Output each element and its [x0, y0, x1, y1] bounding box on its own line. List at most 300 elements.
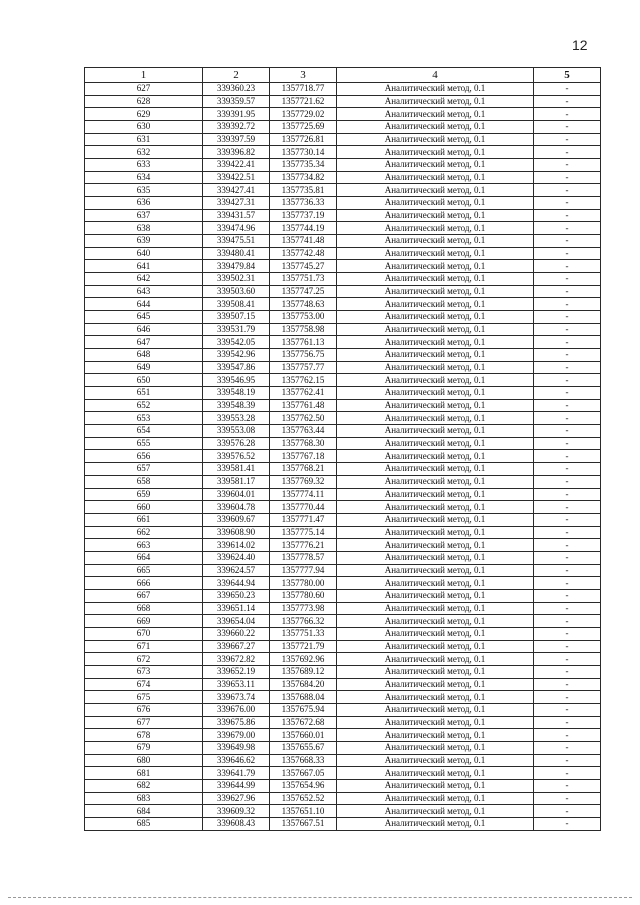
note-cell: - [534, 564, 601, 577]
bottom-divider [8, 897, 632, 898]
x-coordinate-cell: 339672.82 [203, 653, 270, 666]
method-cell: Аналитический метод, 0.1 [337, 817, 534, 830]
x-coordinate-cell: 339503.60 [203, 285, 270, 298]
x-coordinate-cell: 339624.40 [203, 551, 270, 564]
x-coordinate-cell: 339422.51 [203, 171, 270, 184]
x-coordinate-cell: 339646.62 [203, 754, 270, 767]
method-cell: Аналитический метод, 0.1 [337, 247, 534, 260]
y-coordinate-cell: 1357751.73 [270, 273, 337, 286]
x-coordinate-cell: 339576.28 [203, 437, 270, 450]
point-number-cell: 652 [85, 399, 203, 412]
method-cell: Аналитический метод, 0.1 [337, 716, 534, 729]
table-row [85, 602, 601, 615]
table-row [85, 222, 601, 235]
note-cell: - [534, 399, 601, 412]
note-cell: - [534, 273, 601, 286]
note-cell: - [534, 779, 601, 792]
table-row [85, 501, 601, 514]
y-coordinate-cell: 1357744.19 [270, 222, 337, 235]
point-number-cell: 681 [85, 767, 203, 780]
table-row [85, 678, 601, 691]
point-number-cell: 651 [85, 387, 203, 400]
table-row [85, 209, 601, 222]
point-number-cell: 656 [85, 450, 203, 463]
y-coordinate-cell: 1357770.44 [270, 501, 337, 514]
x-coordinate-cell: 339391.95 [203, 108, 270, 121]
point-number-cell: 653 [85, 412, 203, 425]
table-row [85, 159, 601, 172]
note-cell: - [534, 425, 601, 438]
method-cell: Аналитический метод, 0.1 [337, 184, 534, 197]
table-row [85, 703, 601, 716]
note-cell: - [534, 184, 601, 197]
table-row [85, 146, 601, 159]
x-coordinate-cell: 339608.90 [203, 526, 270, 539]
note-cell: - [534, 792, 601, 805]
method-cell: Аналитический метод, 0.1 [337, 311, 534, 324]
y-coordinate-cell: 1357734.82 [270, 171, 337, 184]
note-cell: - [534, 437, 601, 450]
y-coordinate-cell: 1357652.52 [270, 792, 337, 805]
table-row [85, 387, 601, 400]
note-cell: - [534, 488, 601, 501]
point-number-cell: 676 [85, 703, 203, 716]
x-coordinate-cell: 339392.72 [203, 121, 270, 134]
method-cell: Аналитический метод, 0.1 [337, 615, 534, 628]
method-cell: Аналитический метод, 0.1 [337, 475, 534, 488]
x-coordinate-cell: 339667.27 [203, 640, 270, 653]
note-cell: - [534, 678, 601, 691]
y-coordinate-cell: 1357692.96 [270, 653, 337, 666]
y-coordinate-cell: 1357675.94 [270, 703, 337, 716]
method-cell: Аналитический метод, 0.1 [337, 589, 534, 602]
note-cell: - [534, 209, 601, 222]
x-coordinate-cell: 339474.96 [203, 222, 270, 235]
table-row [85, 767, 601, 780]
x-coordinate-cell: 339609.67 [203, 513, 270, 526]
method-cell: Аналитический метод, 0.1 [337, 539, 534, 552]
y-coordinate-cell: 1357758.98 [270, 323, 337, 336]
y-coordinate-cell: 1357763.44 [270, 425, 337, 438]
point-number-cell: 673 [85, 665, 203, 678]
x-coordinate-cell: 339604.78 [203, 501, 270, 514]
table-row [85, 374, 601, 387]
method-cell: Аналитический метод, 0.1 [337, 602, 534, 615]
x-coordinate-cell: 339644.99 [203, 779, 270, 792]
y-coordinate-cell: 1357655.67 [270, 741, 337, 754]
method-cell: Аналитический метод, 0.1 [337, 285, 534, 298]
method-cell: Аналитический метод, 0.1 [337, 412, 534, 425]
table-row [85, 539, 601, 552]
method-cell: Аналитический метод, 0.1 [337, 653, 534, 666]
point-number-cell: 680 [85, 754, 203, 767]
note-cell: - [534, 121, 601, 134]
y-coordinate-cell: 1357775.14 [270, 526, 337, 539]
method-cell: Аналитический метод, 0.1 [337, 146, 534, 159]
note-cell: - [534, 361, 601, 374]
y-coordinate-cell: 1357771.47 [270, 513, 337, 526]
y-coordinate-cell: 1357651.10 [270, 805, 337, 818]
note-cell: - [534, 589, 601, 602]
y-coordinate-cell: 1357777.94 [270, 564, 337, 577]
table-row [85, 475, 601, 488]
column-header-method: 4 [337, 68, 534, 83]
note-cell: - [534, 146, 601, 159]
table-row [85, 361, 601, 374]
x-coordinate-cell: 339660.22 [203, 627, 270, 640]
point-number-cell: 658 [85, 475, 203, 488]
table-row [85, 197, 601, 210]
table-row [85, 615, 601, 628]
method-cell: Аналитический метод, 0.1 [337, 260, 534, 273]
point-number-cell: 631 [85, 133, 203, 146]
y-coordinate-cell: 1357726.81 [270, 133, 337, 146]
method-cell: Аналитический метод, 0.1 [337, 235, 534, 248]
y-coordinate-cell: 1357762.15 [270, 374, 337, 387]
point-number-cell: 647 [85, 336, 203, 349]
y-coordinate-cell: 1357748.63 [270, 298, 337, 311]
y-coordinate-cell: 1357769.32 [270, 475, 337, 488]
table-row [85, 412, 601, 425]
point-number-cell: 672 [85, 653, 203, 666]
note-cell: - [534, 171, 601, 184]
table-row [85, 336, 601, 349]
note-cell: - [534, 83, 601, 96]
method-cell: Аналитический метод, 0.1 [337, 805, 534, 818]
x-coordinate-cell: 339653.11 [203, 678, 270, 691]
method-cell: Аналитический метод, 0.1 [337, 767, 534, 780]
note-cell: - [534, 627, 601, 640]
point-number-cell: 636 [85, 197, 203, 210]
note-cell: - [534, 665, 601, 678]
note-cell: - [534, 95, 601, 108]
table-row [85, 653, 601, 666]
note-cell: - [534, 349, 601, 362]
x-coordinate-cell: 339641.79 [203, 767, 270, 780]
y-coordinate-cell: 1357729.02 [270, 108, 337, 121]
note-cell: - [534, 222, 601, 235]
table-row [85, 513, 601, 526]
table-row [85, 450, 601, 463]
note-cell: - [534, 247, 601, 260]
column-header-y: 3 [270, 68, 337, 83]
point-number-cell: 666 [85, 577, 203, 590]
y-coordinate-cell: 1357762.41 [270, 387, 337, 400]
x-coordinate-cell: 339676.00 [203, 703, 270, 716]
note-cell: - [534, 197, 601, 210]
y-coordinate-cell: 1357778.57 [270, 551, 337, 564]
note-cell: - [534, 615, 601, 628]
table-row [85, 133, 601, 146]
note-cell: - [534, 539, 601, 552]
note-cell: - [534, 653, 601, 666]
point-number-cell: 648 [85, 349, 203, 362]
point-number-cell: 654 [85, 425, 203, 438]
method-cell: Аналитический метод, 0.1 [337, 374, 534, 387]
x-coordinate-cell: 339542.05 [203, 336, 270, 349]
y-coordinate-cell: 1357768.30 [270, 437, 337, 450]
note-cell: - [534, 754, 601, 767]
y-coordinate-cell: 1357742.48 [270, 247, 337, 260]
table-row [85, 716, 601, 729]
table-row [85, 298, 601, 311]
x-coordinate-cell: 339673.74 [203, 691, 270, 704]
method-cell: Аналитический метод, 0.1 [337, 501, 534, 514]
note-cell: - [534, 475, 601, 488]
table-row [85, 589, 601, 602]
y-coordinate-cell: 1357745.27 [270, 260, 337, 273]
y-coordinate-cell: 1357780.60 [270, 589, 337, 602]
column-header-x: 2 [203, 68, 270, 83]
point-number-cell: 632 [85, 146, 203, 159]
table-row [85, 323, 601, 336]
point-number-cell: 670 [85, 627, 203, 640]
method-cell: Аналитический метод, 0.1 [337, 425, 534, 438]
x-coordinate-cell: 339548.39 [203, 399, 270, 412]
point-number-cell: 665 [85, 564, 203, 577]
note-cell: - [534, 741, 601, 754]
y-coordinate-cell: 1357780.00 [270, 577, 337, 590]
note-cell: - [534, 108, 601, 121]
table-row [85, 463, 601, 476]
table-row [85, 792, 601, 805]
method-cell: Аналитический метод, 0.1 [337, 159, 534, 172]
point-number-cell: 643 [85, 285, 203, 298]
x-coordinate-cell: 339475.51 [203, 235, 270, 248]
method-cell: Аналитический метод, 0.1 [337, 209, 534, 222]
x-coordinate-cell: 339397.59 [203, 133, 270, 146]
y-coordinate-cell: 1357766.32 [270, 615, 337, 628]
point-number-cell: 660 [85, 501, 203, 514]
note-cell: - [534, 159, 601, 172]
table-row [85, 399, 601, 412]
y-coordinate-cell: 1357768.21 [270, 463, 337, 476]
column-header-point: 1 [85, 68, 203, 83]
y-coordinate-cell: 1357688.04 [270, 691, 337, 704]
method-cell: Аналитический метод, 0.1 [337, 463, 534, 476]
y-coordinate-cell: 1357736.33 [270, 197, 337, 210]
point-number-cell: 640 [85, 247, 203, 260]
note-cell: - [534, 285, 601, 298]
x-coordinate-cell: 339651.14 [203, 602, 270, 615]
note-cell: - [534, 602, 601, 615]
method-cell: Аналитический метод, 0.1 [337, 83, 534, 96]
y-coordinate-cell: 1357756.75 [270, 349, 337, 362]
x-coordinate-cell: 339608.43 [203, 817, 270, 830]
y-coordinate-cell: 1357774.11 [270, 488, 337, 501]
x-coordinate-cell: 339576.52 [203, 450, 270, 463]
point-number-cell: 650 [85, 374, 203, 387]
point-number-cell: 671 [85, 640, 203, 653]
table-row [85, 311, 601, 324]
point-number-cell: 655 [85, 437, 203, 450]
x-coordinate-cell: 339679.00 [203, 729, 270, 742]
point-number-cell: 678 [85, 729, 203, 742]
method-cell: Аналитический метод, 0.1 [337, 171, 534, 184]
y-coordinate-cell: 1357721.62 [270, 95, 337, 108]
note-cell: - [534, 691, 601, 704]
x-coordinate-cell: 339360.23 [203, 83, 270, 96]
note-cell: - [534, 526, 601, 539]
x-coordinate-cell: 339507.15 [203, 311, 270, 324]
point-number-cell: 657 [85, 463, 203, 476]
method-cell: Аналитический метод, 0.1 [337, 488, 534, 501]
y-coordinate-cell: 1357776.21 [270, 539, 337, 552]
method-cell: Аналитический метод, 0.1 [337, 564, 534, 577]
note-cell: - [534, 463, 601, 476]
method-cell: Аналитический метод, 0.1 [337, 526, 534, 539]
note-cell: - [534, 577, 601, 590]
method-cell: Аналитический метод, 0.1 [337, 703, 534, 716]
table-row [85, 247, 601, 260]
x-coordinate-cell: 339644.94 [203, 577, 270, 590]
table-header [85, 68, 601, 83]
table-row [85, 349, 601, 362]
method-cell: Аналитический метод, 0.1 [337, 336, 534, 349]
note-cell: - [534, 716, 601, 729]
point-number-cell: 668 [85, 602, 203, 615]
point-number-cell: 669 [85, 615, 203, 628]
y-coordinate-cell: 1357751.33 [270, 627, 337, 640]
point-number-cell: 641 [85, 260, 203, 273]
table-row [85, 260, 601, 273]
method-cell: Аналитический метод, 0.1 [337, 754, 534, 767]
note-cell: - [534, 805, 601, 818]
note-cell: - [534, 412, 601, 425]
point-number-cell: 667 [85, 589, 203, 602]
method-cell: Аналитический метод, 0.1 [337, 298, 534, 311]
point-number-cell: 683 [85, 792, 203, 805]
point-number-cell: 635 [85, 184, 203, 197]
table-row [85, 526, 601, 539]
table-row [85, 235, 601, 248]
x-coordinate-cell: 339396.82 [203, 146, 270, 159]
point-number-cell: 661 [85, 513, 203, 526]
x-coordinate-cell: 339480.41 [203, 247, 270, 260]
table-row [85, 779, 601, 792]
table-row [85, 425, 601, 438]
method-cell: Аналитический метод, 0.1 [337, 513, 534, 526]
point-number-cell: 637 [85, 209, 203, 222]
x-coordinate-cell: 339675.86 [203, 716, 270, 729]
x-coordinate-cell: 339479.84 [203, 260, 270, 273]
table-row [85, 729, 601, 742]
x-coordinate-cell: 339624.57 [203, 564, 270, 577]
y-coordinate-cell: 1357741.48 [270, 235, 337, 248]
method-cell: Аналитический метод, 0.1 [337, 691, 534, 704]
table-row [85, 817, 601, 830]
y-coordinate-cell: 1357757.77 [270, 361, 337, 374]
table-row [85, 488, 601, 501]
y-coordinate-cell: 1357668.33 [270, 754, 337, 767]
x-coordinate-cell: 339422.41 [203, 159, 270, 172]
x-coordinate-cell: 339581.41 [203, 463, 270, 476]
y-coordinate-cell: 1357660.01 [270, 729, 337, 742]
point-number-cell: 649 [85, 361, 203, 374]
point-number-cell: 662 [85, 526, 203, 539]
note-cell: - [534, 323, 601, 336]
table-row [85, 627, 601, 640]
method-cell: Аналитический метод, 0.1 [337, 323, 534, 336]
x-coordinate-cell: 339427.41 [203, 184, 270, 197]
y-coordinate-cell: 1357767.18 [270, 450, 337, 463]
table-row [85, 805, 601, 818]
method-cell: Аналитический метод, 0.1 [337, 121, 534, 134]
method-cell: Аналитический метод, 0.1 [337, 792, 534, 805]
y-coordinate-cell: 1357730.14 [270, 146, 337, 159]
x-coordinate-cell: 339553.28 [203, 412, 270, 425]
x-coordinate-cell: 339614.02 [203, 539, 270, 552]
method-cell: Аналитический метод, 0.1 [337, 108, 534, 121]
note-cell: - [534, 640, 601, 653]
x-coordinate-cell: 339427.31 [203, 197, 270, 210]
note-cell: - [534, 513, 601, 526]
note-cell: - [534, 133, 601, 146]
y-coordinate-cell: 1357735.81 [270, 184, 337, 197]
point-number-cell: 684 [85, 805, 203, 818]
point-number-cell: 663 [85, 539, 203, 552]
table-row [85, 564, 601, 577]
y-coordinate-cell: 1357761.13 [270, 336, 337, 349]
point-number-cell: 685 [85, 817, 203, 830]
point-number-cell: 682 [85, 779, 203, 792]
note-cell: - [534, 551, 601, 564]
note-cell: - [534, 817, 601, 830]
x-coordinate-cell: 339547.86 [203, 361, 270, 374]
point-number-cell: 628 [85, 95, 203, 108]
x-coordinate-cell: 339542.96 [203, 349, 270, 362]
method-cell: Аналитический метод, 0.1 [337, 399, 534, 412]
table-row [85, 665, 601, 678]
point-number-cell: 627 [85, 83, 203, 96]
point-number-cell: 633 [85, 159, 203, 172]
table-row [85, 184, 601, 197]
x-coordinate-cell: 339650.23 [203, 589, 270, 602]
y-coordinate-cell: 1357654.96 [270, 779, 337, 792]
note-cell: - [534, 501, 601, 514]
table-row [85, 171, 601, 184]
x-coordinate-cell: 339548.19 [203, 387, 270, 400]
y-coordinate-cell: 1357721.79 [270, 640, 337, 653]
note-cell: - [534, 298, 601, 311]
table-row [85, 108, 601, 121]
point-number-cell: 645 [85, 311, 203, 324]
page-number: 12 [572, 37, 588, 53]
table-row [85, 577, 601, 590]
method-cell: Аналитический метод, 0.1 [337, 678, 534, 691]
point-number-cell: 659 [85, 488, 203, 501]
x-coordinate-cell: 339508.41 [203, 298, 270, 311]
y-coordinate-cell: 1357718.77 [270, 83, 337, 96]
point-number-cell: 679 [85, 741, 203, 754]
note-cell: - [534, 387, 601, 400]
note-cell: - [534, 336, 601, 349]
method-cell: Аналитический метод, 0.1 [337, 640, 534, 653]
table-row [85, 551, 601, 564]
method-cell: Аналитический метод, 0.1 [337, 665, 534, 678]
note-cell: - [534, 767, 601, 780]
table-body [85, 83, 601, 831]
y-coordinate-cell: 1357689.12 [270, 665, 337, 678]
method-cell: Аналитический метод, 0.1 [337, 450, 534, 463]
method-cell: Аналитический метод, 0.1 [337, 779, 534, 792]
point-number-cell: 646 [85, 323, 203, 336]
x-coordinate-cell: 339531.79 [203, 323, 270, 336]
header-row [85, 68, 601, 83]
table-row [85, 741, 601, 754]
point-number-cell: 674 [85, 678, 203, 691]
point-number-cell: 629 [85, 108, 203, 121]
